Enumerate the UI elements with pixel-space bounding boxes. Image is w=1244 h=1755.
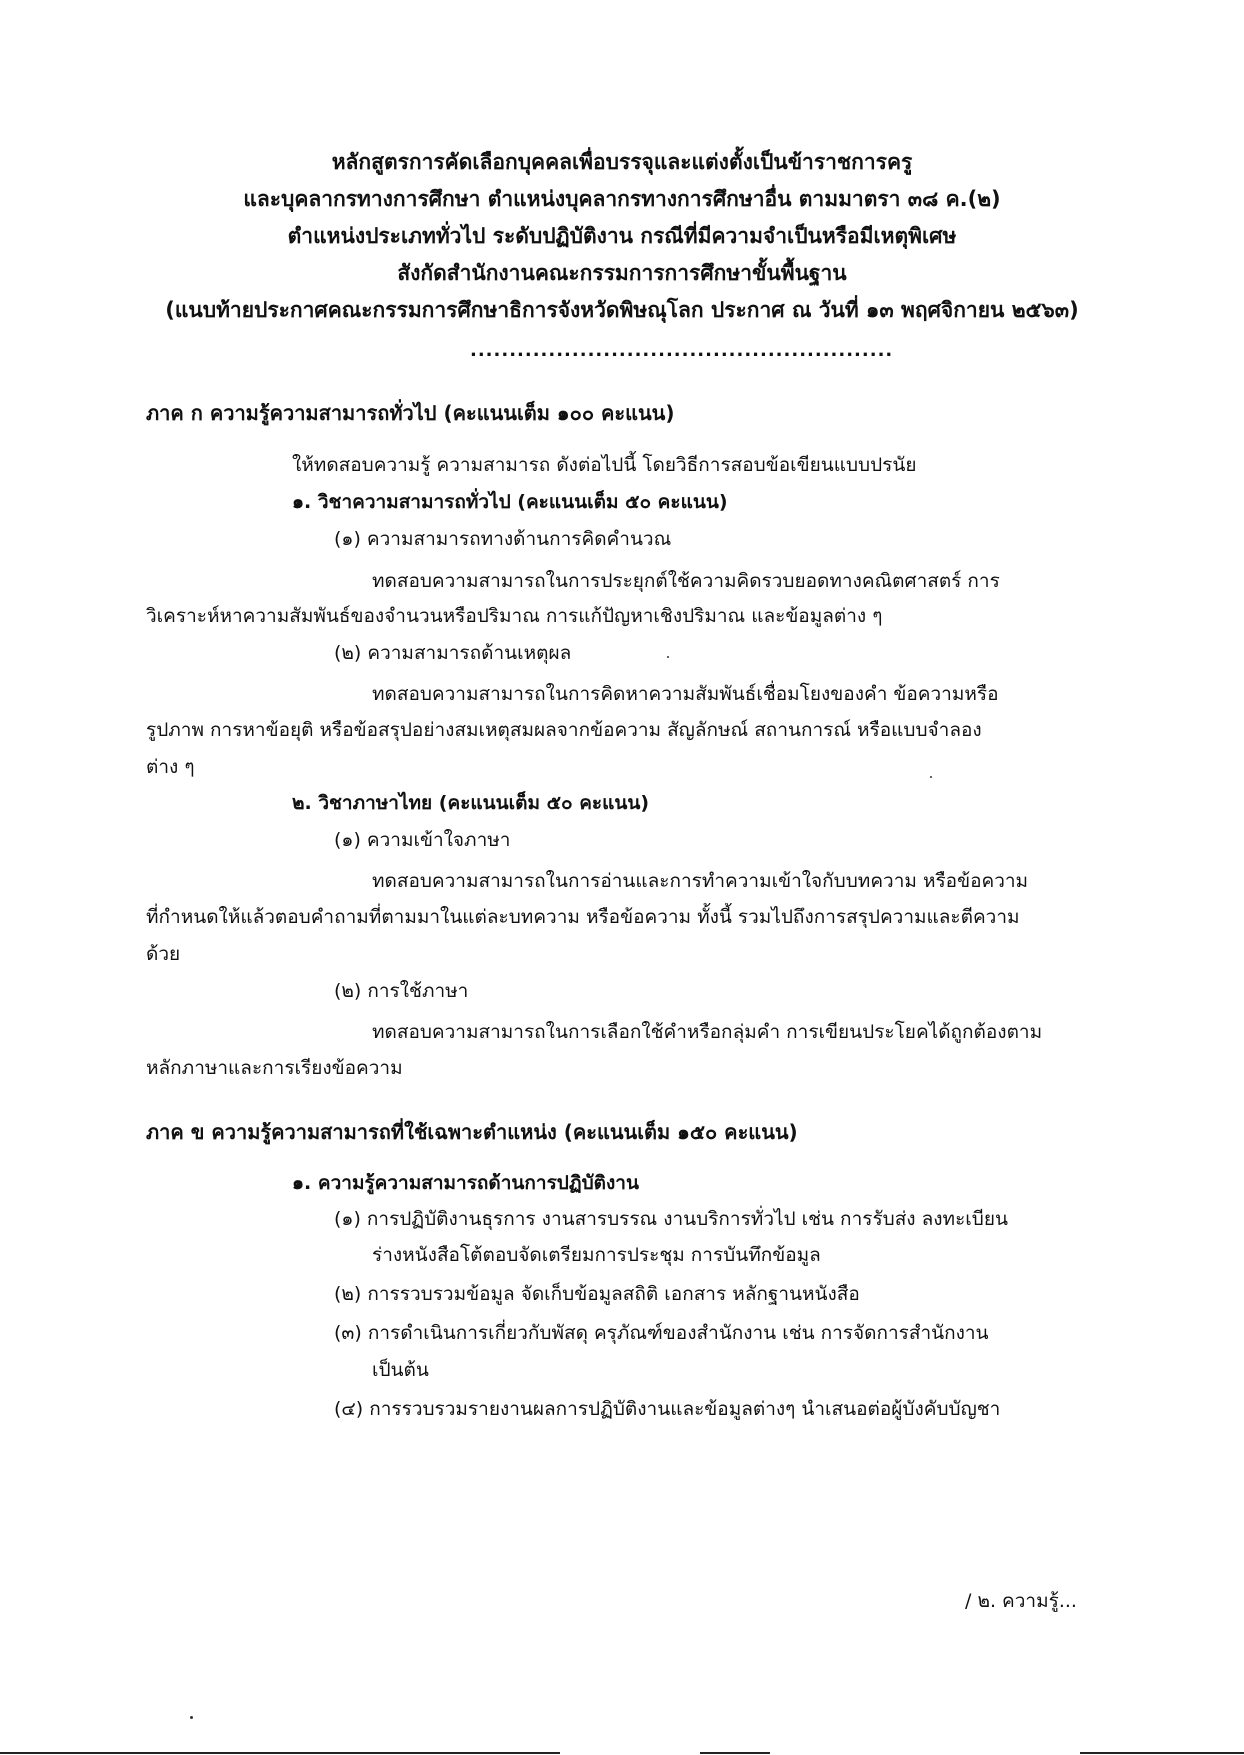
header-divider: ...................................................... [470, 340, 894, 361]
part-a-subsection-2-1-line-2: ที่กำหนดให้แล้วตอบคำถามที่ตามมาในแต่ละบทความ หรือข้อความ ทั้งนี้ รวมไปถึงการสรุปความและตีความ [146, 906, 1020, 928]
part-a-subsection-1-2-line-3: ต่าง ๆ [146, 756, 195, 778]
part-a-subsection-1-1-line-2: วิเคราะห์หาความสัมพันธ์ของจำนวนหรือปริมาณ การแก้ปัญหาเชิงปริมาณ และข้อมูลต่าง ๆ [146, 605, 883, 627]
part-a-subsection-1-2-line-1: ทดสอบความสามารถในการคิดหาความสัมพันธ์เชื่อมโยงของคำ ข้อความหรือ [372, 683, 999, 705]
part-b-section-1-title: ๑. ความรู้ความสามารถด้านการปฏิบัติงาน [292, 1172, 639, 1194]
scan-edge-line [700, 1752, 770, 1754]
part-a-subsection-2-1-title: (๑) ความเข้าใจภาษา [334, 829, 511, 851]
part-a-subsection-2-1-line-3: ด้วย [146, 943, 181, 965]
scan-speck [930, 776, 932, 778]
part-a-title: ภาค ก ความรู้ความสามารถทั่วไป (คะแนนเต็ม ๑๐๐ คะแนน) [146, 401, 675, 425]
part-a-subsection-2-2-title: (๒) การใช้ภาษา [334, 980, 469, 1002]
part-b-item-3-line-2: เป็นต้น [372, 1359, 429, 1381]
part-b-item-2: (๒) การรวบรวมข้อมูล จัดเก็บข้อมูลสถิติ เอกสาร หลักฐานหนังสือ [334, 1283, 860, 1305]
part-b-title: ภาค ข ความรู้ความสามารถที่ใช้เฉพาะตำแหน่ง (คะแนนเต็ม ๑๕๐ คะแนน) [146, 1120, 798, 1144]
part-a-section-2-title: ๒. วิชาภาษาไทย (คะแนนเต็ม ๕๐ คะแนน) [292, 792, 650, 814]
part-a-subsection-1-1-title: (๑) ความสามารถทางด้านการคิดคำนวณ [334, 528, 672, 550]
part-a-subsection-2-2-line-1: ทดสอบความสามารถในการเลือกใช้คำหรือกลุ่มคำ การเขียนประโยคได้ถูกต้องตาม [372, 1021, 1043, 1043]
part-b-item-1-line-1: (๑) การปฏิบัติงานธุรการ งานสารบรรณ งานบริการทั่วไป เช่น การรับส่ง ลงทะเบียน [334, 1208, 1008, 1230]
scan-edge-line [0, 1752, 560, 1754]
header-line-1: หลักสูตรการคัดเลือกบุคคลเพื่อบรรจุและแต่งตั้งเป็นข้าราชการครู [331, 150, 913, 174]
scan-speck [190, 1716, 193, 1719]
part-a-intro: ให้ทดสอบความรู้ ความสามารถ ดังต่อไปนี้ โดยวิธีการสอบข้อเขียนแบบปรนัย [292, 454, 917, 476]
part-a-subsection-1-1-line-1: ทดสอบความสามารถในการประยุกต์ใช้ความคิดรวบยอดทางคณิตศาสตร์ การ [372, 570, 1000, 592]
part-a-subsection-1-2-title: (๒) ความสามารถด้านเหตุผล [334, 642, 572, 664]
scan-speck [667, 656, 669, 658]
scan-edge-line [1080, 1752, 1244, 1754]
header-line-2: และบุคลากรทางการศึกษา ตำแหน่งบุคลากรทางการศึกษาอื่น ตามมาตรา ๓๘ ค.(๒) [243, 187, 1001, 211]
part-b-item-4: (๔) การรวบรวมรายงานผลการปฏิบัติงานและข้อมูลต่างๆ นำเสนอต่อผู้บังคับบัญชา [334, 1398, 1001, 1420]
part-a-subsection-2-2-line-2: หลักภาษาและการเรียงข้อความ [146, 1057, 403, 1079]
part-a-subsection-1-2-line-2: รูปภาพ การหาข้อยุติ หรือข้อสรุปอย่างสมเหตุสมผลจากข้อความ สัญลักษณ์ สถานการณ์ หรือแบบจำลอง [146, 719, 982, 741]
page-continuation: / ๒. ความรู้... [965, 1590, 1077, 1612]
part-b-item-1-line-2: ร่างหนังสือโต้ตอบจัดเตรียมการประชุม การบันทึกข้อมูล [372, 1244, 821, 1266]
document-header [0, 144, 1244, 329]
part-b-item-3-line-1: (๓) การดำเนินการเกี่ยวกับพัสดุ ครุภัณฑ์ของสำนักงาน เช่น การจัดการสำนักงาน [334, 1322, 989, 1344]
part-a-section-1-title: ๑. วิชาความสามารถทั่วไป (คะแนนเต็ม ๕๐ คะแนน) [292, 491, 728, 513]
header-line-4: สังกัดสำนักงานคณะกรรมการการศึกษาขั้นพื้นฐาน [397, 261, 847, 285]
part-a-subsection-2-1-line-1: ทดสอบความสามารถในการอ่านและการทำความเข้าใจกับบทความ หรือข้อความ [372, 870, 1029, 892]
header-line-5: (แนบท้ายประกาศคณะกรรมการศึกษาธิการจังหวัดพิษณุโลก ประกาศ ณ วันที่ ๑๓ พฤศจิกายน ๒๕๖๓) [165, 298, 1079, 322]
header-line-3: ตำแหน่งประเภททั่วไป ระดับปฏิบัติงาน กรณีที่มีความจำเป็นหรือมีเหตุพิเศษ [287, 224, 957, 248]
